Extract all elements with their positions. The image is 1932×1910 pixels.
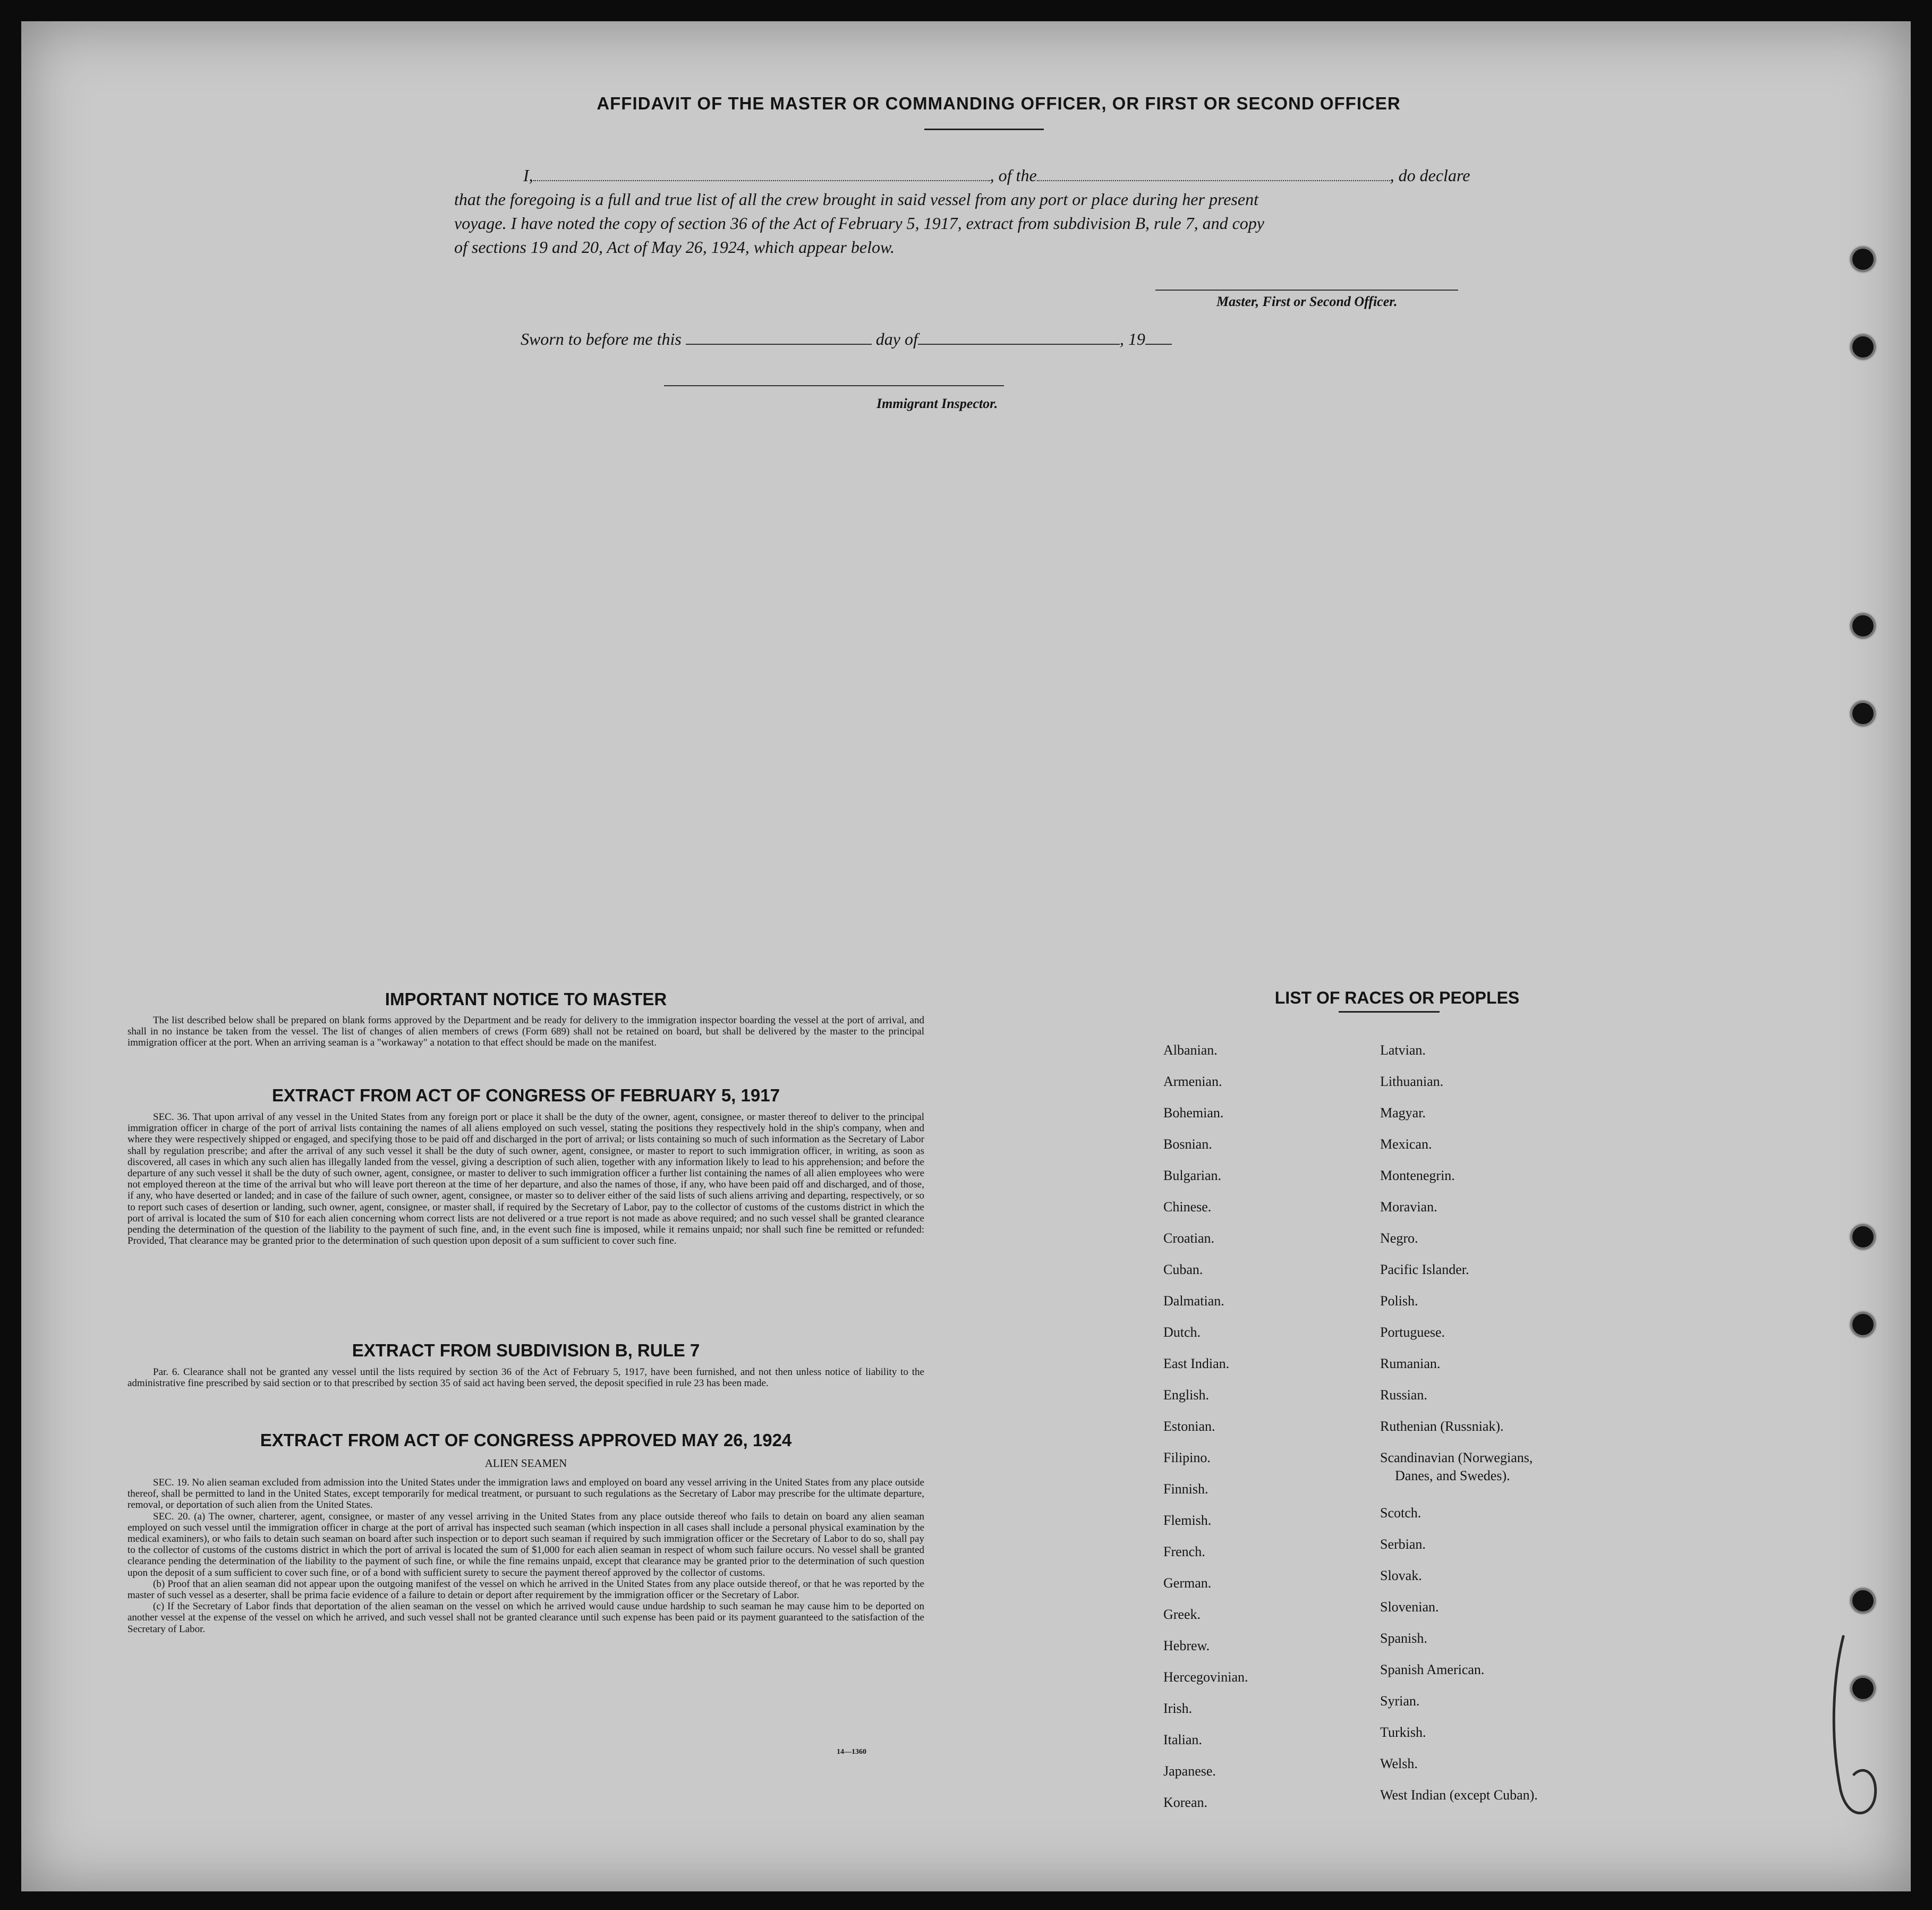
race-item: Hebrew. [1163, 1638, 1210, 1653]
notice-text [127, 1015, 924, 1049]
race-item: Filipino. [1163, 1450, 1211, 1465]
race-item: Japanese. [1163, 1763, 1216, 1779]
races-left-column [1163, 1041, 1248, 1825]
races-title-underline [1339, 1011, 1440, 1013]
handwritten-mark-icon [1827, 1631, 1886, 1833]
title-underline [924, 129, 1044, 130]
race-item: Moravian. [1380, 1199, 1437, 1215]
race-item: Korean. [1163, 1795, 1208, 1810]
vessel-blank [1037, 166, 1390, 181]
race-item: Irish. [1163, 1701, 1193, 1716]
race-item: Scotch. [1380, 1505, 1422, 1521]
race-item: Magyar. [1380, 1105, 1426, 1120]
inspector-caption: Immigrant Inspector. [876, 396, 998, 411]
subdivision-b-text [127, 1366, 924, 1389]
document-page [21, 21, 1911, 1891]
declaration-line-2: that the foregoing is a full and true list of all the crew brought in said vessel from any port or place during her present [454, 190, 1258, 209]
signature-line [1155, 290, 1458, 291]
race-item: Slovenian. [1380, 1599, 1439, 1615]
sworn-day-of: day of [875, 329, 918, 349]
race-item: Dalmatian. [1163, 1293, 1224, 1309]
declaration-line-3: voyage. I have noted the copy of section 36 of the Act of February 5, 1917, extract from subdivision B, rule 7, and copy [454, 214, 1264, 233]
race-item: Pacific Islander. [1380, 1262, 1469, 1277]
race-item: Polish. [1380, 1293, 1418, 1309]
alien-seamen-subtitle: ALIEN SEAMEN [484, 1457, 567, 1470]
races-title: LIST OF RACES OR PEOPLES [1274, 988, 1520, 1007]
race-item: Russian. [1380, 1387, 1427, 1403]
punch-hole [1851, 247, 1875, 271]
punch-hole [1851, 1589, 1875, 1613]
extract-1917-text [127, 1111, 924, 1246]
year-blank [1145, 330, 1172, 345]
punch-hole [1851, 614, 1875, 638]
section-19-paragraph: SEC. 19. No alien seaman excluded from admission into the United States under the immigration laws and employed on board any vessel arriving in the United States from any place outside thereof, shall be permitted to land in the United States, except temporarily for medical treatment, or pursuant to such regulations as the Secretary of Labor may prescribe for the ultimate departure, removal, or deportation of such alien from the United States. [127, 1477, 924, 1511]
race-item: Rumanian. [1380, 1356, 1441, 1371]
paragraph-6: Par. 6. Clearance shall not be granted any vessel until the lists required by section 36 of the Act of February 5, 1917, have been furnished, and not then unless notice of liability to the administrative fine prescribed by said section or to that prescribed by section 35 of said act having been served, the deposit specified in rule 23 has been made. [127, 1366, 924, 1389]
race-item: Bosnian. [1163, 1136, 1212, 1152]
race-item: Portuguese. [1380, 1325, 1445, 1340]
race-item: Italian. [1163, 1732, 1202, 1747]
punch-hole [1851, 1312, 1875, 1337]
race-item: Hercegovinian. [1163, 1669, 1248, 1685]
race-item: West Indian (except Cuban). [1380, 1787, 1538, 1803]
race-item: English. [1163, 1387, 1209, 1403]
race-item: Latvian. [1380, 1042, 1426, 1058]
section-36-paragraph: SEC. 36. That upon arrival of any vessel in the United States from any foreign port or place it shall be the duty of the owner, agent, consignee, or master thereof to deliver to the principal immigration officer in charge of the port of arrival lists containing the names of all aliens employed on such vessel, stating the positions they respectively hold in the ship's company, when and where they were respectively shipped or engaged, and specifying those to be paid off and discharged in the port of arrival; or lists containing so much of such information as the Secretary of Labor shall by regulation prescribe; and after the arrival of any such vessel it shall be the duty of such owner, agent, consignee, or master to report to such immigration officer, in writing, as soon as discovered, all cases in which any such alien has illegally landed from the vessel, giving a description of such alien, together with any information likely to lead to his apprehension; and before the departure of any such vessel it shall be the duty of such owner, agent, consignee, or master to deliver to such immigration officer a further list containing the names of all alien employees who were not employed thereon at the time of the arrival but who will leave port thereon at the time of her departure, and also the names of those, if any, who have been paid off and discharged, and of those, if any, who have deserted or landed; and in case of the failure of such owner, agent, consignee, or master so to deliver either of the said lists of such aliens arriving and departing, respectively, or so to report such cases of desertion or landing, such owner, agent, consignee, or master shall, if required by the Secretary of Labor, pay to the collector of customs of the customs district in which the port of arrival is located the sum of $10 for each alien concerning whom correct lists are not delivered or a true report is not made as above required; and no such vessel shall be granted clearance pending the determination of the question of the liability to the payment of such fine, and, in the event such fine is imposed, while it remains unpaid; nor shall such fine be remitted or refunded: Provided, That clearance may be granted prior to the determination of such question upon deposit of a sum sufficient to cover such fine. [127, 1111, 924, 1247]
race-item: German. [1163, 1575, 1212, 1591]
race-item: Spanish. [1380, 1631, 1427, 1646]
race-item: Greek. [1163, 1607, 1201, 1622]
race-item: Mexican. [1380, 1136, 1432, 1152]
race-item: Armenian. [1163, 1074, 1222, 1089]
race-item: Bulgarian. [1163, 1168, 1222, 1183]
declaration-of-the: , of the [990, 166, 1037, 185]
section-20b-paragraph: (b) Proof that an alien seaman did not appear upon the outgoing manifest of the vessel on which he arrived in the United States from any place outside thereof, or that he was reported by the master of such vessel as a deserter, shall be prima facie evidence of a failure to detain or deport after requirement by the immigration officer or the Secretary of Labor. [127, 1578, 924, 1601]
name-blank [533, 166, 990, 181]
punch-hole [1851, 335, 1875, 359]
race-item: Montenegrin. [1380, 1168, 1455, 1183]
declaration-line-4: of sections 19 and 20, Act of May 26, 1924, which appear below. [454, 237, 895, 257]
sworn-prefix: Sworn to before me this [521, 329, 682, 349]
races-right-column [1380, 1041, 1538, 1818]
signature-caption: Master, First or Second Officer. [1216, 294, 1398, 309]
race-item: Estonian. [1163, 1419, 1215, 1434]
declaration-do-declare: , do declare [1390, 166, 1470, 185]
race-item: French. [1163, 1544, 1205, 1559]
day-blank [686, 330, 872, 345]
declaration-text [454, 164, 1511, 259]
race-item: Welsh. [1380, 1756, 1418, 1771]
race-item: Flemish. [1163, 1513, 1212, 1528]
race-item: Bohemian. [1163, 1105, 1224, 1120]
race-item: Ruthenian (Russniak). [1380, 1419, 1504, 1434]
race-item: Syrian. [1380, 1693, 1420, 1709]
extract-1924-text [127, 1477, 924, 1635]
race-item: Serbian. [1380, 1537, 1426, 1552]
notice-title: IMPORTANT NOTICE TO MASTER [385, 989, 667, 1009]
month-blank [918, 330, 1120, 345]
race-item: Turkish. [1380, 1725, 1426, 1740]
affidavit-title: AFFIDAVIT OF THE MASTER OR COMMANDING OFFICER, OR FIRST OR SECOND OFFICER [597, 94, 1401, 113]
inspector-signature-line [664, 385, 1004, 386]
race-item: Cuban. [1163, 1262, 1203, 1277]
race-item: Lithuanian. [1380, 1074, 1444, 1089]
extract-1924-title: EXTRACT FROM ACT OF CONGRESS APPROVED MAY 26, 1924 [260, 1430, 792, 1450]
race-item: Negro. [1380, 1230, 1418, 1246]
extract-1917-title: EXTRACT FROM ACT OF CONGRESS OF FEBRUARY 5, 1917 [272, 1085, 780, 1105]
declaration-i: I, [523, 166, 533, 185]
race-item: Slovak. [1380, 1568, 1422, 1583]
subdivision-b-title: EXTRACT FROM SUBDIVISION B, RULE 7 [352, 1340, 700, 1360]
sworn-year-prefix: , 19 [1119, 329, 1145, 349]
punch-hole [1851, 701, 1875, 726]
race-item: Danes, and Swedes). [1395, 1468, 1510, 1483]
section-20a-paragraph: SEC. 20. (a) The owner, charterer, agent, consignee, or master of any vessel arriving in the United States from any place outside thereof who fails to detain on board any alien seaman employed on such vessel until the immigration officer in charge at the port of arrival has inspected such seaman (which inspection in all cases shall include a personal physical examination by the medical examiners), or who fails to detain such seaman on board after such inspection or to deport such seaman if required by such immigration officer or the Secretary of Labor to do so, shall pay to the collector of customs of the customs district in which the port of arrival is located the sum of $1,000 for each alien seaman in respect of whom such failure occurs. No vessel shall be granted clearance pending the determination of the liability to the payment of such fine, or while the fine remains unpaid, except that clearance may be granted prior to the determination of such question upon the deposit of a sum sufficient to cover such fine, or of a bond with sufficient surety to secure the payment thereof approved by the collector of customs. [127, 1510, 924, 1578]
form-number: 14—1360 [837, 1748, 866, 1756]
sworn-line [521, 329, 1172, 349]
race-item: Finnish. [1163, 1481, 1208, 1497]
race-item: Chinese. [1163, 1199, 1212, 1215]
race-item: Dutch. [1163, 1325, 1201, 1340]
race-item: Croatian. [1163, 1230, 1215, 1246]
punch-hole [1851, 1225, 1875, 1249]
race-item: East Indian. [1163, 1356, 1230, 1371]
notice-paragraph: The list described below shall be prepared on blank forms approved by the Department and be ready for delivery to the immigration inspector boarding the vessel at the port of arrival, and shall in no instance be taken from the vessel. The list of changes of alien members of crews (Form 689) shall not be retained on board, but shall be delivered by the master to the principal immigration officer at the port. When an arriving seaman is a "workaway" a notation to that effect should be made on the manifest. [127, 1015, 924, 1049]
race-item: Scandinavian (Norwegians, [1380, 1450, 1533, 1465]
section-20c-paragraph: (c) If the Secretary of Labor finds that deportation of the alien seaman on the vessel on which he arrived would cause undue hardship to such seaman he may cause him to be deported on another vessel at the expense of the vessel on which he arrived, and such vessel shall not be granted clearance until such expense has been paid or its payment guaranteed to the satisfaction of the Secretary of Labor. [127, 1601, 924, 1635]
race-item: Albanian. [1163, 1042, 1218, 1058]
race-item: Spanish American. [1380, 1662, 1485, 1677]
